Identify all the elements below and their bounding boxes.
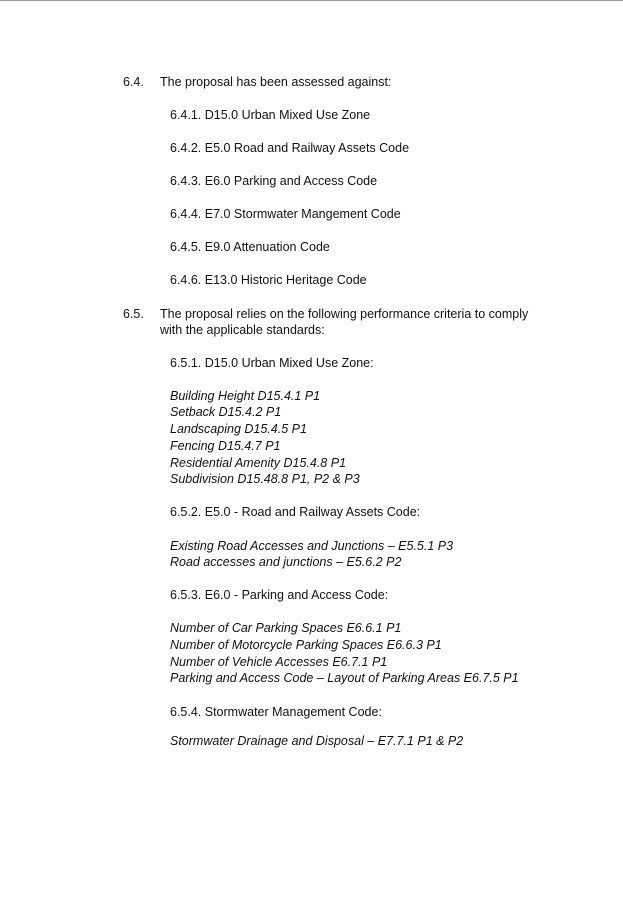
list-item-6-4-4: 6.4.4. E7.0 Stormwater Mangement Code (170, 207, 401, 221)
list-item-6-4-5: 6.4.5. E9.0 Attenuation Code (170, 240, 330, 254)
criterion-item: Parking and Access Code – Layout of Parking Areas E6.7.5 P1 (170, 671, 519, 685)
criterion-item: Setback D15.4.2 P1 (170, 405, 282, 419)
subheading-6-5-3: 6.5.3. E6.0 - Parking and Access Code: (170, 588, 389, 602)
page-top-border (0, 0, 623, 1)
criterion-item: Fencing D15.4.7 P1 (170, 439, 281, 453)
criterion-item: Stormwater Drainage and Disposal – E7.7.1 P1 & P2 (170, 734, 464, 748)
paragraph-number: 6.4. (123, 75, 144, 89)
list-item-6-4-6: 6.4.6. E13.0 Historic Heritage Code (170, 273, 367, 287)
criterion-item: Number of Car Parking Spaces E6.6.1 P1 (170, 621, 402, 635)
paragraph-text: The proposal has been assessed against: (160, 75, 392, 89)
criterion-item: Subdivision D15.48.8 P1, P2 & P3 (170, 472, 360, 486)
criterion-item: Landscaping D15.4.5 P1 (170, 422, 307, 436)
list-item-6-4-1: 6.4.1. D15.0 Urban Mixed Use Zone (170, 108, 371, 122)
criterion-item: Number of Vehicle Accesses E6.7.1 P1 (170, 655, 388, 669)
subheading-6-5-1: 6.5.1. D15.0 Urban Mixed Use Zone: (170, 356, 374, 370)
criterion-item: Residential Amenity D15.4.8 P1 (170, 456, 347, 470)
list-item-6-4-2: 6.4.2. E5.0 Road and Railway Assets Code (170, 141, 410, 155)
criterion-item: Number of Motorcycle Parking Spaces E6.6.3 P1 (170, 638, 442, 652)
list-item-6-4-3: 6.4.3. E6.0 Parking and Access Code (170, 174, 378, 188)
paragraph-text-line-1: The proposal relies on the following performance criteria to comply (160, 307, 529, 321)
paragraph-number: 6.5. (123, 307, 144, 321)
subheading-6-5-2: 6.5.2. E5.0 - Road and Railway Assets Code: (170, 505, 421, 519)
paragraph-text-line-2: with the applicable standards: (160, 323, 325, 337)
subheading-6-5-4: 6.5.4. Stormwater Management Code: (170, 705, 382, 719)
criterion-item: Road accesses and junctions – E5.6.2 P2 (170, 555, 402, 569)
criterion-item: Building Height D15.4.1 P1 (170, 389, 321, 403)
criterion-item: Existing Road Accesses and Junctions – E5.5.1 P3 (170, 539, 454, 553)
